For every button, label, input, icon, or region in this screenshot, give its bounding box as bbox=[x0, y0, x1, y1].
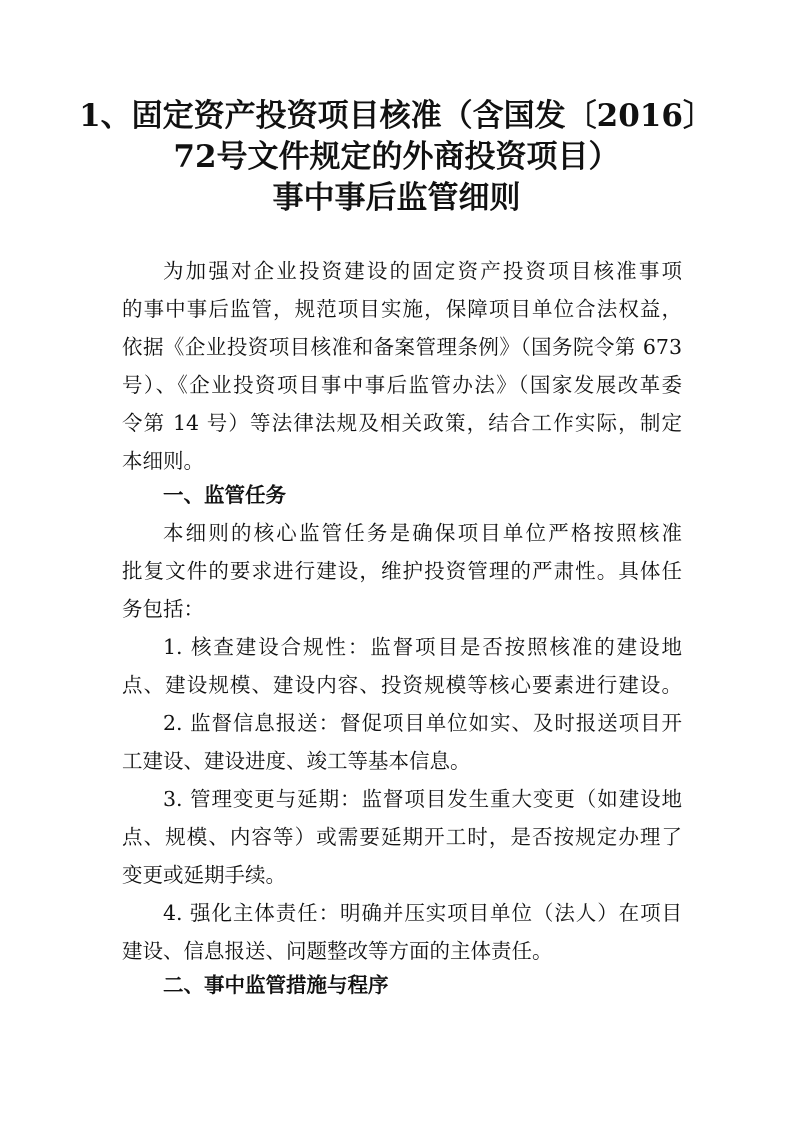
intro-paragraph-line: 为加强对企业投资建设的固定资产投资项目核准事项 bbox=[163, 259, 682, 283]
intro-paragraph-line: 的事中事后监管，规范项目实施，保障项目单位合法权益， bbox=[122, 297, 682, 321]
section-1-intro-line: 本细则的核心监管任务是确保项目单位严格按照核准 bbox=[163, 521, 682, 545]
document-title-line-2: 72号文件规定的外商投资项目） bbox=[173, 139, 620, 175]
document-title-line-3: 事中事后监管细则 bbox=[272, 180, 521, 216]
section-1-item-2-line: 工建设、建设进度、竣工等基本信息。 bbox=[122, 749, 471, 773]
section-1-intro-line: 批复文件的要求进行建设，维护投资管理的严肃性。具体任 bbox=[122, 559, 682, 583]
section-1-item-3-line: 3. 管理变更与延期：监督项目发生重大变更（如建设地 bbox=[163, 787, 682, 811]
section-1-item-1-line: 点、建设规模、建设内容、投资规模等核心要素进行建设。 bbox=[122, 673, 682, 697]
section-1-intro-line: 务包括： bbox=[122, 597, 204, 621]
document-title-line-1: 1、固定资产投资项目核准（含国发〔2016〕 bbox=[79, 98, 714, 134]
intro-paragraph-line: 号）、《企业投资项目事中事后监管办法》（国家发展改革委 bbox=[122, 373, 682, 397]
section-1-item-1-line: 1. 核查建设合规性：监督项目是否按照核准的建设地 bbox=[163, 635, 682, 659]
section-1-item-4-line: 4. 强化主体责任：明确并压实项目单位（法人）在项目 bbox=[163, 901, 682, 925]
section-1-heading: 一、监管任务 bbox=[163, 483, 286, 507]
section-1-item-2-line: 2. 监督信息报送：督促项目单位如实、及时报送项目开 bbox=[163, 711, 682, 735]
section-1-item-3-line: 点、规模、内容等）或需要延期开工时，是否按规定办理了 bbox=[122, 825, 682, 849]
intro-paragraph-line: 令第 14 号）等法律法规及相关政策，结合工作实际，制定 bbox=[122, 411, 682, 435]
intro-paragraph-line: 本细则。 bbox=[122, 449, 204, 473]
section-1-item-4-line: 建设、信息报送、问题整改等方面的主体责任。 bbox=[122, 939, 553, 963]
section-1-item-3-line: 变更或延期手续。 bbox=[122, 863, 286, 887]
intro-paragraph-line: 依据《企业投资项目核准和备案管理条例》（国务院令第 673 bbox=[122, 335, 682, 359]
section-2-heading: 二、事中监管措施与程序 bbox=[163, 973, 389, 997]
